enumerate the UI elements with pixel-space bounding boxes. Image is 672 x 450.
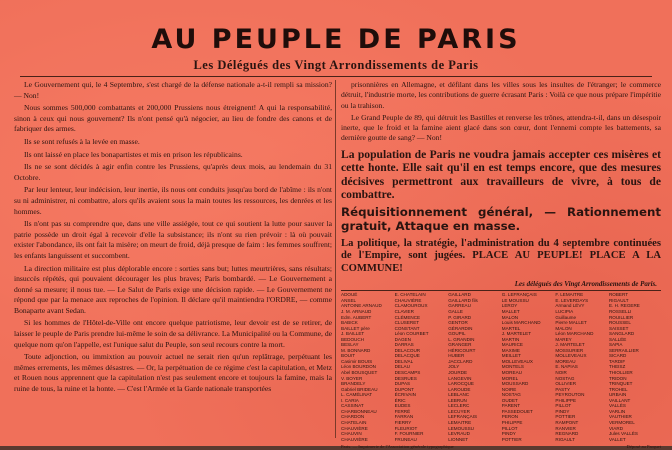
signatory-name: LEMAITRE: [448, 419, 472, 425]
signatory-name: URBAIN: [608, 392, 627, 398]
signatory-name: F. FOURNIER: [394, 431, 424, 437]
signatory-name: LECUYER: [448, 408, 470, 414]
right-intro: [341, 80, 661, 144]
signatory-name: LEFRANÇAIS: [448, 414, 478, 420]
signatory-name: ADOUÉ: [341, 292, 358, 298]
signatory-name: PARENT: [501, 403, 521, 409]
signatory-name: CASSINAT: [341, 403, 364, 409]
left-paragraph: Par leur lenteur, leur indécision, leur inertie, ils nous ont conduits jusqu'au bord de l'abîme : ils n'ont su ni administrer, ni combattre, alors qu'ils avaient sous la main toutes les ressources, les denrées et les hommes.: [14, 185, 332, 216]
signatory-name: MOLLEVEAUX: [555, 353, 587, 359]
signatory-column: [609, 292, 661, 442]
title-rule: [20, 76, 652, 77]
signatory-name: Edm. AUBERT: [341, 314, 372, 320]
left-paragraph: Ils ont laissé en place les bonapartistes et mis en prison les républicains.: [24, 149, 243, 159]
signatory-name: M. BONNARD: [341, 347, 371, 353]
signatory-name: GAILLARD: [448, 292, 471, 298]
signatory-name: REGNARD: [555, 431, 579, 437]
signatory-name: MOREAU: [501, 370, 522, 376]
signatory-name: LEROY: [501, 303, 518, 309]
signatory-name: ROBERT: [608, 292, 629, 298]
signatory-name: TROHEL: [608, 386, 628, 392]
signatory-name: MEILLET: [501, 353, 521, 359]
signatory-name: GAILLARD fils: [448, 297, 478, 303]
signatory-name: SAPIA: [608, 342, 623, 348]
signatory-name: SALLÉE: [608, 336, 627, 342]
signatory-name: CHARDON: [341, 414, 365, 420]
signatory-name: GARREAU: [448, 303, 471, 309]
signatory-name: DELAU: [394, 364, 410, 370]
signatory-name: Casimir BOUIS: [341, 358, 373, 364]
signatory-name: PASTY: [555, 386, 571, 392]
signatory-name: MARTIN: [501, 336, 520, 342]
signatory-name: DAGEN: [394, 336, 411, 342]
signatory-name: E. H. REGERE: [608, 303, 640, 309]
signatory-name: THEISZ: [608, 364, 626, 370]
signatory-name: BOUIT: [341, 353, 356, 359]
signatory-name: E. LEVERDAYS: [555, 297, 589, 303]
left-paragraph: Ils ne se sont décidés à agir enfin contre les Prussiens, qu'après deux mois, au lendemain du 31 Octobre.: [14, 162, 332, 182]
signatory-name: MALON: [501, 314, 519, 320]
signatory-name: CONSTANT: [394, 325, 420, 331]
signatory-name: SANGLARD: [608, 331, 635, 337]
signatory-name: JOLY: [448, 364, 460, 370]
signatory-name: FIERRY: [394, 419, 412, 425]
signatory-name: Léon BOURDON: [341, 364, 376, 370]
signatory-name: HÉRICOURT: [448, 347, 476, 353]
signatory-name: SICARD: [608, 353, 627, 359]
signatory-name: VIARD: [608, 425, 624, 431]
signatory-name: NOSTAG: [501, 392, 521, 398]
signatory-name: EUDES: [394, 403, 411, 409]
signatory-name: POTTIER: [555, 414, 576, 420]
signatory-name: CHATELAIN: [341, 419, 367, 425]
requisition-statement: Réquisitionnement général, — Rationnement gratuit, Attaque en masse.: [341, 205, 661, 233]
signatory-name: PILLOT: [501, 425, 518, 431]
signatory-name: MAURICE: [501, 342, 523, 348]
signatory-name: MOLLEVEAUX: [501, 358, 533, 364]
signatory-column: [341, 292, 393, 442]
signatory-column: [395, 292, 447, 442]
signatory-name: F. LEMAITRE: [555, 292, 584, 298]
signatory-name: GÉRARDIN: [448, 325, 473, 331]
signatory-name: G. LEFRANÇAIS: [501, 292, 537, 298]
signatory-name: TRINQUET: [608, 381, 633, 387]
left-paragraph: Ils se sont refusés à la levée en masse.: [24, 136, 140, 146]
signatory-name: ÉRIC: [394, 397, 406, 403]
signatory-name: DELACQUE: [394, 353, 420, 359]
left-paragraph: Ils n'ont pas su comprendre que, dans une ville assiégée, tout ce qui soutient la lutte pour sauver la patrie possède un droit égal à recevoir d'elle la subsistance; ils n'ont su rien prévoir : là où pouvait exister l'abondance, ils ont fait la misère; on meurt de froid, déjà presque de faim : les femmes souffrent; les enfants languissent et succombent.: [14, 219, 332, 260]
signatory-name: CHARBONNEAU: [341, 408, 377, 414]
signatory-name: MARTEL: [501, 325, 521, 331]
signatory-name: POTTIER: [501, 436, 522, 442]
left-paragraph: Toute adjonction, ou immixtion au pouvoir actuel ne serait rien qu'un replâtrage, perpétuant les mêmes errements, les mêmes désastres. — Or, la perpétuation de ce régime c'est la capitulation, et Metz et Rouen nous apprennent que la capitulation n'est pas seulement encore et toujours la famine, mais la ruine de tous, la ruine et la honte. — C'est l'Armée et la Garde nationale transportées: [14, 352, 332, 394]
signatory-name: MOUSSARD: [501, 381, 529, 387]
signatory-column: [555, 292, 607, 442]
signatory-name: NOIR: [555, 370, 567, 376]
signatory-name: VERMOREL: [608, 419, 635, 425]
signatory-name: MOREAU: [555, 358, 576, 364]
imprint-right: Déposé au Parquet: [626, 444, 661, 450]
signatory-name: TRIDON: [608, 375, 627, 381]
signatory-name: DARRAS: [394, 342, 414, 348]
signatory-name: DELACOUR: [394, 347, 421, 353]
signatory-name: NOSTAG: [555, 375, 575, 381]
signatory-name: PASSEDOUET: [501, 408, 533, 414]
signatory-name: VAUTHIER: [608, 414, 632, 420]
signatory-name: RIGAULT: [608, 297, 629, 303]
signatory-name: BEDOUCH: [341, 336, 364, 342]
signatory-name: RAMPONT: [555, 419, 579, 425]
signatory-name: J. M. ARNAUD: [341, 309, 372, 315]
signatory-name: ANTOINE ARNAUD: [341, 303, 382, 309]
signatory-name: FRUNEAU: [394, 436, 417, 442]
signatory-name: RIGAULT: [555, 436, 575, 442]
signatory-name: GRANGER: [448, 342, 472, 348]
signatory-name: L. GRANDIN: [448, 336, 475, 342]
signatory-column: [448, 292, 500, 442]
imprint-line: [341, 444, 661, 450]
signatory-name: RANVIER: [555, 425, 576, 431]
signatory-name: Armand LÉVY: [555, 303, 585, 309]
signatory-name: ROSSELLI: [608, 309, 632, 315]
signatory-name: V. BOYER: [341, 375, 363, 381]
left-paragraph: La direction militaire est plus déplorable encore : sorties sans but; luttes meurtrières, sans résultats; insuccès répétés, qui pouvaient décourager les plus braves; Paris bombardé. — Le Gouvernement a donné sa mesure; il nous tue. — Le Salut de Paris exige une décision rapide. — Le Gouvernement ne répond que par la menace aux reproches de l'opinion. Il déclare qu'il maintiendra l'ORDRE, — comme Bonaparte avant Sedan.: [14, 263, 332, 315]
signatory-name: LE MOUSSU: [501, 297, 529, 303]
signatory-name: DESRUES: [394, 375, 417, 381]
signatory-name: VALLÈS: [608, 403, 626, 409]
signatory-name: Léon MARCHAND: [555, 331, 594, 337]
signatory-name: FLEURIOT: [394, 425, 418, 431]
signatory-name: J. MARTELET: [501, 331, 532, 337]
signatory-name: SERRAILLIER: [608, 347, 639, 353]
signatory-name: LECLERC: [448, 403, 470, 409]
signatory-name: DESCAMPS: [394, 370, 421, 376]
signatory-name: L. CAMÉLINAT: [341, 392, 373, 398]
signatory-name: Gabriel BRIDEAU: [341, 386, 378, 392]
signatory-name: BESLAY: [341, 342, 359, 348]
signatory-name: LUCIPIA: [555, 309, 574, 315]
signatory-name: NOIRE: [501, 386, 517, 392]
signatory-name: Louis MARCHAND: [501, 320, 541, 326]
signatory-name: PHILIPPE: [555, 397, 577, 403]
signatory-name: OLLIVIER: [555, 381, 577, 387]
right-paragraph: prisonnières en Allemagne, et défilant dans les villes sous les insultes de l'étranger; le commerce détruit, l'industrie morte, les contributions de guerre écrasant Paris : Voilà ce que nous prépare l'impéritie ou la trahison.: [341, 80, 661, 110]
signatory-name: BRANDELY: [341, 381, 366, 387]
signatory-name: ROUILLIER: [608, 314, 634, 320]
signatory-name: GOUPIL: [448, 331, 466, 337]
signatory-name: CHAUVIÈRE: [341, 436, 368, 442]
signatory-name: CHAUVIÈRE: [341, 425, 368, 431]
signatory-name: MOSSURIER: [555, 347, 584, 353]
signatory-name: MOREL: [501, 375, 519, 381]
signatory-name: MAXIME: [501, 347, 520, 353]
left-column: [14, 80, 332, 442]
signatory-name: BAILLET père: [341, 325, 370, 331]
signatory-name: LANGEVIN: [448, 375, 472, 381]
poster-subtitle: Les Délégués des Vingt Arrondissements de Paris: [193, 58, 479, 72]
signatory-name: Pierre MALLET: [555, 320, 587, 326]
signatory-name: GALLE: [448, 309, 463, 315]
signatory-name: Jules VALLÈS: [608, 431, 638, 437]
signatory-name: FERRÉ: [394, 408, 411, 414]
signatory-name: CLAVIER: [394, 309, 414, 315]
signatory-name: LEBRUN: [448, 397, 467, 403]
signatory-name: CLAMOUROUX: [394, 303, 428, 309]
signatory-name: MAREY: [555, 336, 572, 342]
signatory-name: GENTOR: [448, 320, 468, 326]
signatory-name: Léon COURBET: [394, 331, 429, 337]
signatory-name: PERON: [501, 414, 519, 420]
final-statement: La politique, la stratégie, l'administration du 4 septembre continuées de l'Empire, sont jugées. PLACE AU PEUPLE! PLACE A LA COMMUNE!: [341, 237, 661, 274]
left-paragraph: Nous sommes 500,000 combattants et 200,000 Prussiens nous étreignent! A qui la responsabilité, sinon à ceux qui nous gouvernent? Ils n'ont pensé qu'à négocier, au lieu de fondre des canons et de fabriquer des armes.: [14, 103, 332, 134]
imprint-left: Paris. — Imprimerie de l'Association générale typographique: [341, 444, 454, 450]
signatory-name: PINDY: [555, 408, 570, 414]
signatory-name: CLUSERET: [394, 320, 420, 326]
signatory-name: ROUSSEL: [608, 320, 631, 326]
signatory-name: LIONNET: [448, 436, 469, 442]
signatory-name: E. CHATELAIN: [394, 292, 426, 298]
column-divider: [335, 80, 336, 438]
signatory-name: TARDIF: [608, 358, 626, 364]
signatories-rule: [341, 290, 661, 291]
signatories-list: [341, 292, 661, 442]
signatory-name: DELIVAL: [394, 358, 414, 364]
signatory-name: VARLIN: [608, 408, 626, 414]
signatory-name: HUBER: [448, 353, 465, 359]
poster-title: AU PEUPLE DE PARIS: [151, 24, 521, 55]
signatory-name: VALLET: [608, 436, 626, 442]
signatory-name: LEVRAUD: [448, 431, 470, 437]
signatory-name: CHAUVIÈRE: [394, 297, 422, 303]
signatory-name: P. GIRARD: [448, 314, 472, 320]
signatory-name: THIOLLIER: [608, 370, 633, 376]
signatory-name: CHAUVIN: [341, 431, 362, 437]
signatory-name: LEMOUSSU: [448, 425, 474, 431]
signatory-name: MALON: [555, 325, 572, 331]
signatory-name: PILLOT: [555, 403, 572, 409]
signatory-name: PEYROUTON: [555, 392, 585, 398]
signatory-name: OUDET: [501, 397, 518, 403]
signatory-name: JOURDE: [448, 370, 468, 376]
signatory-name: MONTELS: [501, 364, 524, 370]
signatories-heading: Les délégués des Vingt Arrondissements de Paris.: [514, 280, 657, 289]
signatory-name: DUPONT: [394, 386, 414, 392]
signatory-name: SAISSET: [608, 325, 629, 331]
right-paragraph: Le Grand Peuple de 89, qui détruit les Bastilles et renverse les trônes, attendra-t-il, dans un désespoir inerte, que le froid et la famine aient glacé dans son cœur, dont l'ennemi compte les battements, sa dernière goutte de sang? — Non!: [341, 112, 661, 143]
signatory-name: J. BAILLET: [341, 331, 365, 337]
signatory-name: DUPAS: [394, 381, 411, 387]
signatory-name: FARRAN: [394, 414, 414, 420]
signatory-name: MALLET: [501, 309, 520, 315]
right-column: [341, 80, 661, 450]
signatory-name: ÉCRIVAIN: [394, 392, 416, 398]
signatory-name: PHILIPPE: [501, 419, 523, 425]
signatory-name: E. NAPIAS: [555, 364, 578, 370]
signatory-name: VAILLANT: [608, 397, 631, 403]
signatory-name: ANSEL: [341, 297, 357, 303]
left-paragraph: Si les hommes de l'Hôtel-de-Ville ont encore quelque patriotisme, leur devoir est de se retirer, de laisser le peuple de Paris prendre lui-même le soin de sa délivrance. La Municipalité ou la Commune, de quelque nom qu'on l'appelle, est l'unique salut du Peuple, son seul recours contre la mort.: [14, 318, 332, 349]
signatory-name: LEBLANC: [448, 392, 470, 398]
signatory-name: PINDY: [501, 431, 516, 437]
signatory-name: LAROUDE: [448, 386, 471, 392]
signatory-name: I. CARIA: [341, 397, 359, 403]
signatory-column: [502, 292, 554, 442]
signatory-name: BABICK: [341, 320, 358, 326]
signatory-name: Guillaume: [555, 314, 577, 320]
left-paragraph: Le Gouvernement qui, le 4 Septembre, s'est chargé de la défense nationale a-t-il rempli sa mission? — Non!: [14, 80, 332, 100]
signatory-name: J. MARTELET: [555, 342, 585, 348]
signatory-name: JACCLARD: [448, 358, 473, 364]
big-statement: La population de Paris ne voudra jamais accepter ces misères et cette honte. Elle sait qu'il en est temps encore, que des mesures décisives permettront aux travailleurs de vivre, à tous de combattre.: [341, 147, 661, 201]
signatory-name: CLÉMENCE: [394, 314, 421, 320]
signatory-name: LAROCQUE: [448, 381, 474, 387]
signatory-name: Abel BOUSQUET: [341, 370, 378, 376]
